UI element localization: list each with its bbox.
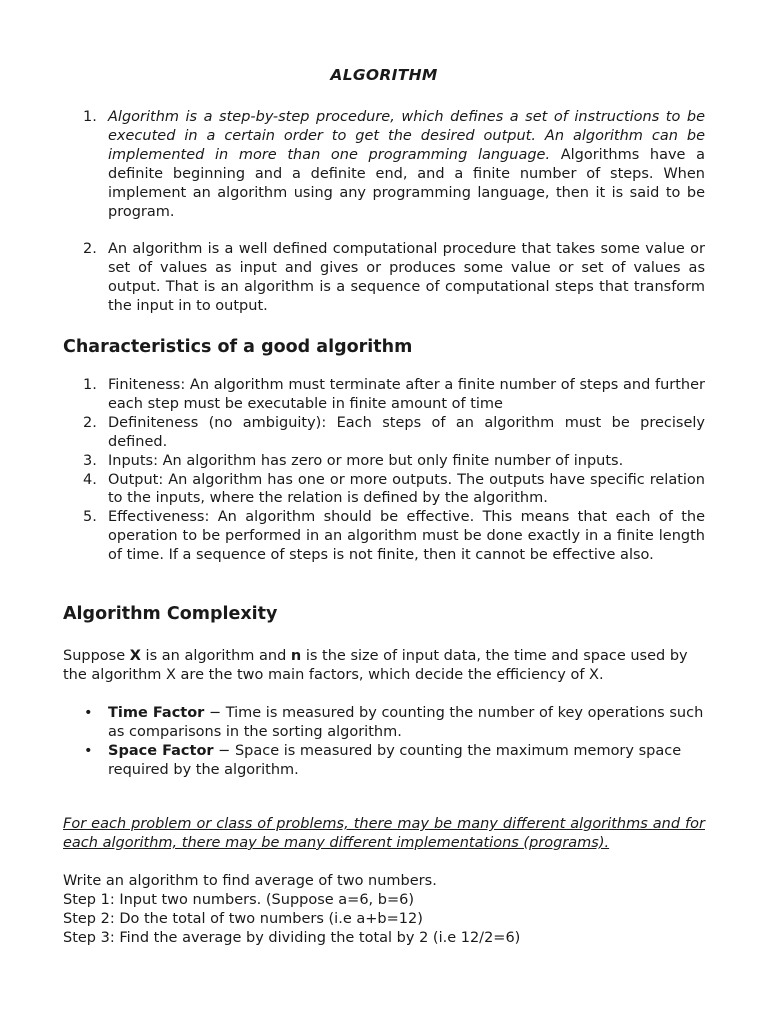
intro-item-1 (63, 108, 705, 221)
complexity-paragraph (63, 647, 705, 685)
text-run: Suppose (63, 648, 130, 664)
list-item-text: Finiteness: An algorithm must terminate after a finite number of steps and further each step must be executable in finite amount of time (108, 377, 705, 412)
bullet-icon: • (84, 704, 93, 721)
list-item-text: Effectiveness: An algorithm should be effective. This means that each of the operation to be performed in an algorithm must be done exactly in a finite length of time. If a sequence of steps is not finite, then it cannot be effective also. (108, 509, 705, 564)
example-step: Step 3: Find the average by dividing the total by 2 (i.e 12/2=6) (63, 929, 521, 946)
complexity-heading: Algorithm Complexity (63, 604, 278, 624)
list-item (63, 414, 705, 452)
intro-section (63, 108, 705, 316)
factor-list (63, 704, 705, 780)
characteristics-heading: Characteristics of a good algorithm (63, 337, 413, 357)
example-section (63, 872, 705, 948)
list-number: 3. (83, 452, 97, 469)
algorithm-definition: Algorithm is a step-by-step procedure, which defines a set of instructions to be executed in a certain order to get the desired output. An algorithm can be implemented in more than one programming language. (108, 109, 705, 163)
list-number: 1. (83, 377, 97, 393)
text-run: is an algorithm and (140, 648, 291, 664)
complexity-section (63, 647, 705, 779)
intro-list (63, 108, 705, 316)
list-number: 4. (83, 471, 97, 488)
algorithm-description: Algorithms have a definite beginning and a definite end, and a finite number of steps. When implement an algorithm using any programming language, then it is said to be program. (108, 146, 705, 220)
list-item-text: An algorithm is a well defined computational procedure that takes some value or set of values as input and gives or produces some value or set of values as output. That is an algorithm is a sequence of computational steps that transform the input in to output. (108, 241, 705, 315)
characteristics-section (63, 376, 705, 565)
list-item-text: Inputs: An algorithm has zero or more but only finite number of inputs. (108, 452, 624, 469)
factor-label: Space Factor (108, 742, 214, 759)
list-item (63, 471, 705, 509)
example-step: Step 1: Input two numbers. (Suppose a=6, b=6) (63, 891, 415, 908)
list-number: 1. (83, 109, 97, 125)
list-number: 2. (83, 414, 97, 431)
page-title: ALGORITHM (330, 66, 438, 84)
text-run: is the size of input data, the time and space used by the algorithm X are the two main factors, which decide the efficiency of X. (63, 648, 688, 683)
list-item-text: Definiteness (no ambiguity): Each steps of an algorithm must be precisely defined. (108, 414, 705, 450)
list-number: 2. (83, 241, 97, 258)
variable-x: X (129, 648, 141, 664)
note-paragraph: For each problem or class of problems, there may be many different algorithms and for each algorithm, there may be many different implementations (programs). (63, 816, 705, 851)
example-step: Step 2: Do the total of two numbers (i.e a+b=12) (63, 910, 423, 927)
factor-text: − Time is measured by counting the number of key operations such as comparisons in the sorting algorithm. (108, 704, 704, 740)
factor-item-space (63, 742, 705, 780)
factor-item-time (63, 704, 705, 742)
bullet-icon: • (84, 742, 93, 759)
list-item-text: Output: An algorithm has one or more outputs. The outputs have specific relation to the inputs, where the relation is defined by the algorithm. (108, 471, 705, 507)
note-section (63, 815, 705, 853)
list-item (63, 452, 705, 471)
list-item (63, 508, 705, 565)
characteristics-list (63, 376, 705, 565)
factor-label: Time Factor (108, 704, 205, 721)
factor-text: − Space is measured by counting the maximum memory space required by the algorithm. (108, 742, 682, 778)
example-intro: Write an algorithm to find average of two numbers. (63, 873, 437, 889)
intro-item-2 (63, 240, 705, 316)
list-number: 5. (83, 509, 97, 526)
list-item (63, 376, 705, 414)
variable-n: n (290, 648, 302, 664)
